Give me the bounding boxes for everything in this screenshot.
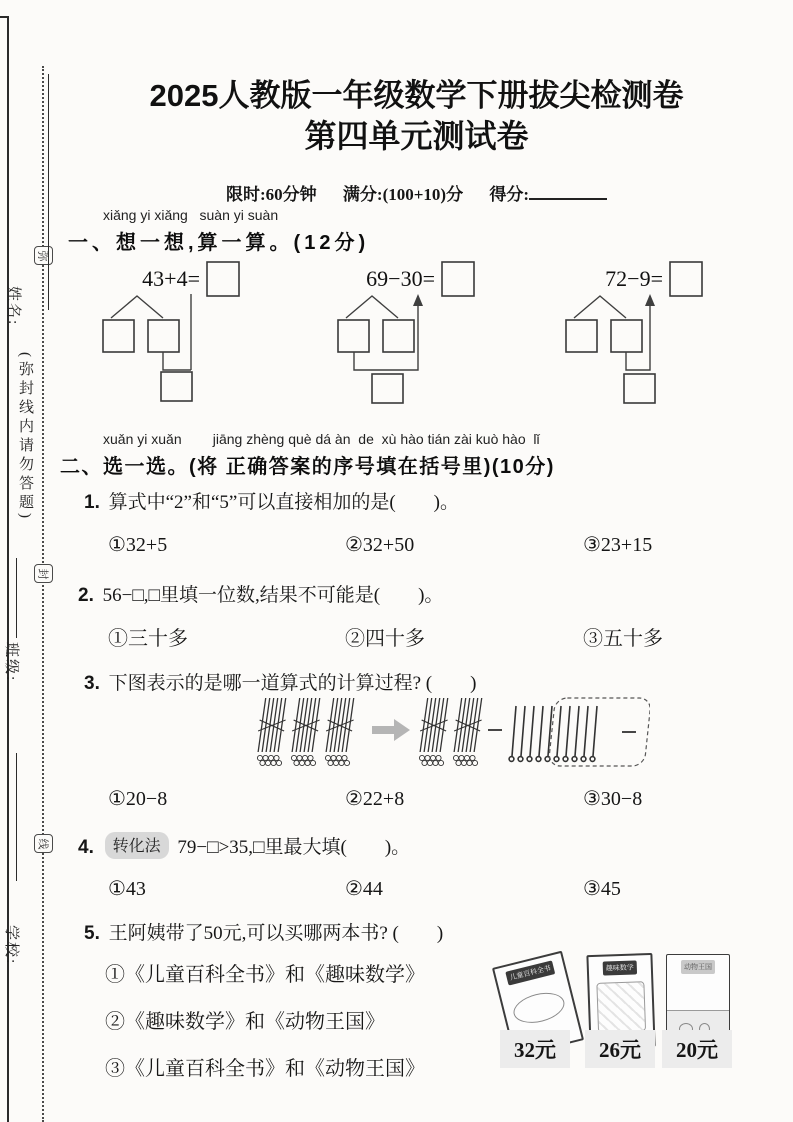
option-2: ②22+8 bbox=[345, 788, 405, 810]
stick-bundle bbox=[417, 698, 451, 766]
question-5 bbox=[84, 918, 443, 945]
question-4 bbox=[78, 832, 410, 859]
exam-info-line bbox=[50, 180, 783, 205]
question-2-options bbox=[108, 622, 748, 650]
time-limit: 限时:60分钟 bbox=[225, 185, 317, 204]
up-arrow-icon bbox=[645, 294, 655, 306]
section2-pinyin: xuǎn yi xuǎn jiāng zhèng què dá àn de xù hào tián zài kuò hào lǐ bbox=[103, 431, 540, 447]
school-blank-line bbox=[16, 753, 17, 881]
question-number: 3. bbox=[84, 673, 100, 694]
question-3-options bbox=[108, 786, 748, 814]
bond-box bbox=[161, 372, 192, 401]
right-arrow-icon bbox=[372, 719, 410, 741]
number-bond-diagram-3 bbox=[558, 256, 788, 416]
option-2: ②44 bbox=[345, 878, 383, 900]
number-bond-diagram-1 bbox=[95, 256, 325, 416]
bond-caret bbox=[111, 296, 163, 318]
bond-box bbox=[103, 320, 134, 352]
question-number: 1. bbox=[84, 492, 100, 513]
question-3 bbox=[84, 668, 476, 695]
book-cover-title: 动物王国 bbox=[681, 960, 715, 974]
stick-bundle bbox=[255, 698, 289, 766]
seal-stamp-icon bbox=[34, 246, 53, 265]
up-arrow-icon bbox=[413, 294, 423, 306]
book-price: 32元 bbox=[500, 1030, 570, 1068]
section1-pinyin: xiǎng yi xiǎng suàn yi suàn bbox=[103, 207, 279, 223]
stick-bundle bbox=[323, 698, 357, 766]
question-text: 王阿姨带了50元,可以买哪两本书? ( ) bbox=[108, 923, 444, 944]
method-badge: 转化法 bbox=[105, 832, 169, 859]
book-cover-title: 趣味数学 bbox=[603, 960, 637, 975]
option-3: ③五十多 bbox=[583, 628, 663, 650]
book-cover-title: 儿童百科全书 bbox=[505, 960, 555, 985]
bond-caret bbox=[346, 296, 398, 318]
score-blank-line bbox=[529, 184, 607, 200]
question-number: 4. bbox=[78, 837, 94, 858]
bond-box bbox=[148, 320, 179, 352]
question-1 bbox=[84, 487, 459, 514]
option-3: ③30−8 bbox=[583, 788, 643, 810]
question-text: 79−□>35,□里最大填( )。 bbox=[177, 837, 411, 858]
class-blank-line bbox=[16, 558, 17, 638]
answer-box bbox=[442, 262, 474, 296]
book-price: 26元 bbox=[585, 1030, 655, 1068]
name-label: 姓名: bbox=[5, 286, 21, 327]
section2-heading: 二、选一选。(将 正确答案的序号填在括号里)(10分) bbox=[60, 456, 555, 478]
number-bond-diagram-2 bbox=[330, 256, 560, 416]
counting-sticks-figure bbox=[250, 692, 650, 784]
question-text: 56−□,□里填一位数,结果不可能是( )。 bbox=[102, 585, 444, 606]
option-1: ①三十多 bbox=[108, 628, 188, 650]
stick-bundle bbox=[289, 698, 323, 766]
question-2 bbox=[78, 580, 443, 607]
seal-stamp-icon bbox=[34, 564, 53, 583]
paper-title-line1: 2025人教版一年级数学下册拔尖检测卷 bbox=[149, 78, 684, 113]
option-2: ②32+50 bbox=[345, 534, 415, 556]
option-1: ①《儿童百科全书》和《趣味数学》 bbox=[105, 964, 425, 986]
equation-text: 69−30= bbox=[366, 266, 435, 291]
equation-text: 43+4= bbox=[142, 266, 200, 291]
answer-box bbox=[207, 262, 239, 296]
book-cover-art bbox=[596, 981, 646, 1033]
option-3: ③23+15 bbox=[583, 534, 653, 556]
section1-heading: 一、想一想,算一算。(12分) bbox=[68, 232, 370, 254]
option-3: ③45 bbox=[583, 878, 621, 900]
question-number: 2. bbox=[78, 585, 94, 606]
score-label: 得分: bbox=[489, 185, 529, 204]
option-1: ①20−8 bbox=[108, 788, 168, 810]
seal-stamp-icon bbox=[34, 834, 53, 853]
question-text: 下图表示的是哪一道算式的计算过程? ( ) bbox=[108, 673, 477, 694]
equation-text: 72−9= bbox=[605, 266, 663, 291]
book-cover-art bbox=[510, 988, 567, 1028]
seal-char: 线 bbox=[36, 838, 49, 849]
question-4-options bbox=[108, 876, 748, 904]
stick-bundle bbox=[451, 698, 485, 766]
question-text: 算式中“2”和“5”可以直接相加的是( )。 bbox=[108, 492, 459, 513]
full-score: 满分:(100+10)分 bbox=[342, 185, 464, 204]
option-3: ③《儿童百科全书》和《动物王国》 bbox=[105, 1058, 425, 1080]
question-number: 5. bbox=[84, 923, 100, 944]
question-1-options bbox=[108, 532, 748, 560]
bond-box bbox=[624, 374, 655, 403]
option-2: ②《趣味数学》和《动物王国》 bbox=[105, 1011, 385, 1033]
book-price: 20元 bbox=[662, 1030, 732, 1068]
bond-connector bbox=[163, 352, 191, 370]
bond-box bbox=[611, 320, 642, 352]
school-label: 学校: bbox=[3, 925, 19, 966]
loose-sticks bbox=[509, 706, 597, 761]
bond-connector bbox=[626, 304, 650, 370]
seal-char: 弥 bbox=[36, 250, 49, 261]
seal-note: (弥封线内请勿答题) bbox=[17, 352, 33, 522]
answer-box bbox=[670, 262, 702, 296]
name-blank-line bbox=[48, 74, 49, 310]
class-label: 班级: bbox=[3, 642, 19, 683]
bond-box bbox=[372, 374, 403, 403]
bond-connector bbox=[354, 304, 418, 370]
paper-title-line2: 第四单元测试卷 bbox=[304, 118, 529, 154]
bond-box bbox=[338, 320, 369, 352]
bond-box bbox=[383, 320, 414, 352]
option-1: ①32+5 bbox=[108, 534, 168, 556]
option-1: ①43 bbox=[108, 878, 146, 900]
option-2: ②四十多 bbox=[345, 628, 425, 650]
bond-box bbox=[566, 320, 597, 352]
bond-caret bbox=[574, 296, 626, 318]
sealing-dotted-line bbox=[42, 66, 44, 1122]
seal-char: 封 bbox=[36, 568, 49, 579]
